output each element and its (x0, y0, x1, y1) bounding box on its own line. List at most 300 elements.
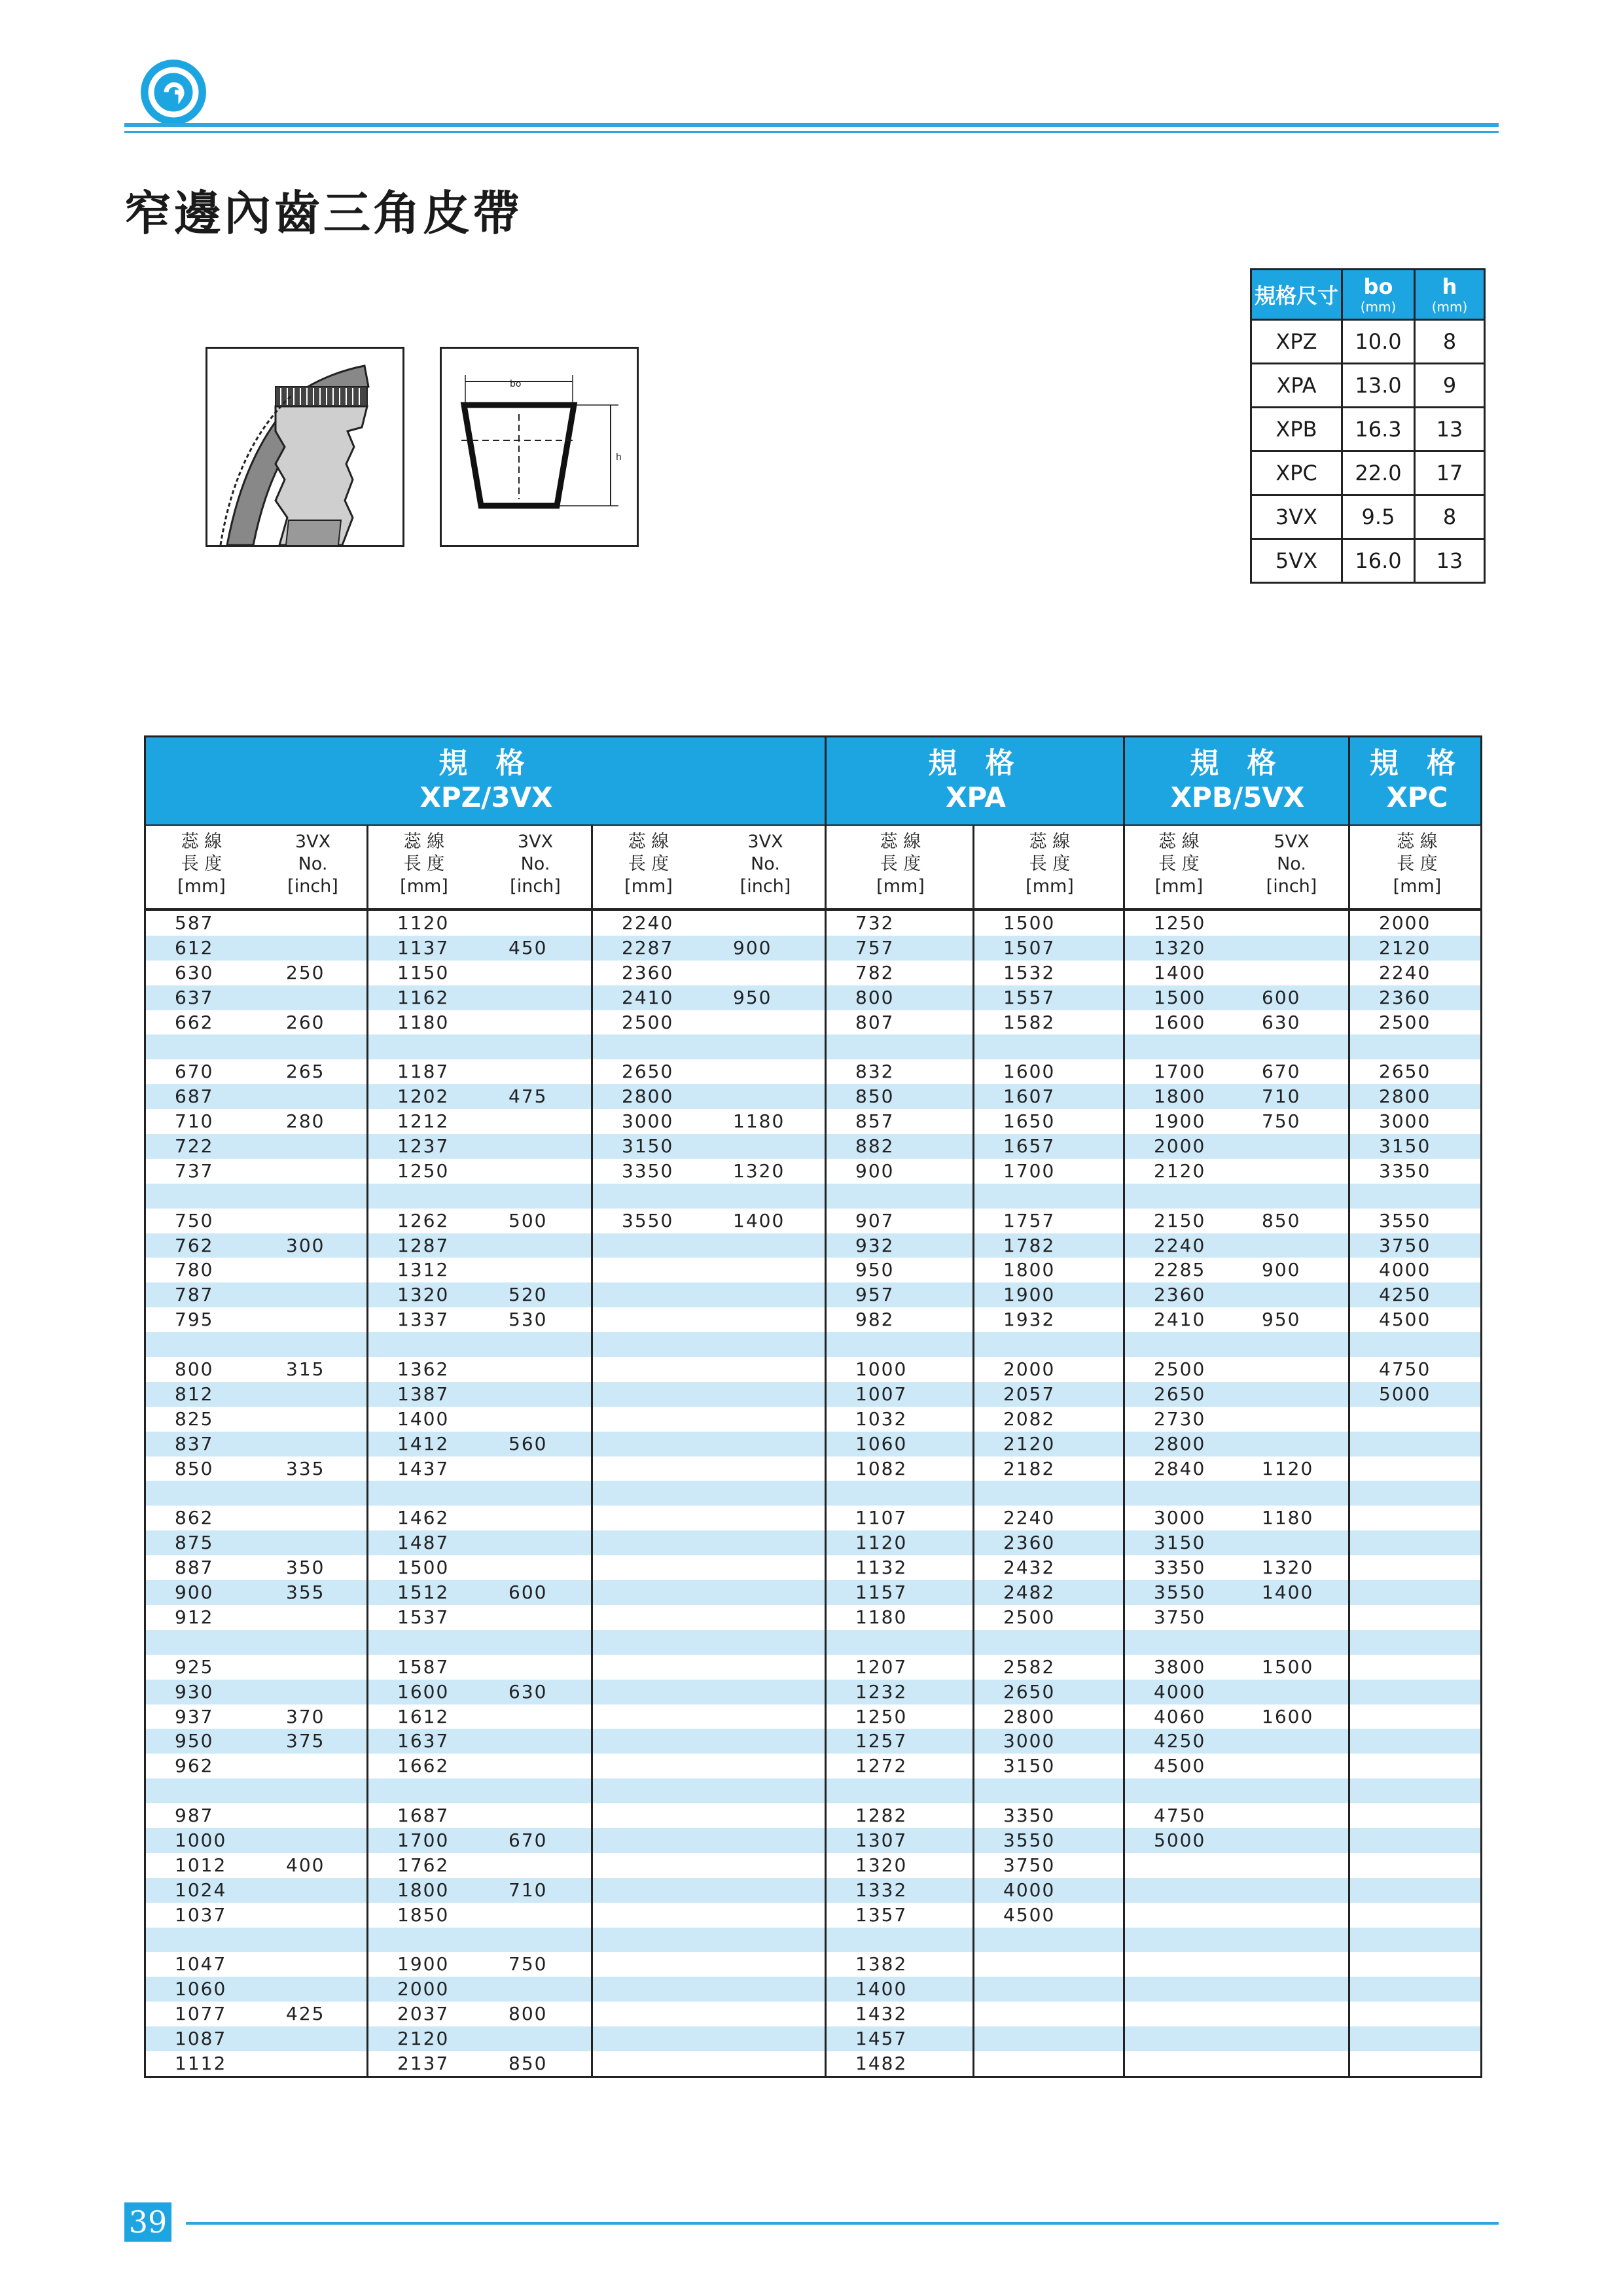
table-cell: 1107 (855, 1507, 908, 1529)
group-label: 規 格 (438, 747, 534, 780)
column-header (1233, 831, 1350, 898)
table-cell: 335 (286, 1457, 325, 1479)
table-cell: 1287 (397, 1234, 450, 1256)
table-cell: 3350 (1003, 1805, 1056, 1827)
group-name: XPZ/3VX (419, 781, 553, 813)
column-header-line: [inch] (1266, 876, 1317, 896)
column-divider (1348, 911, 1350, 2076)
table-cell: 3350 (622, 1159, 674, 1182)
spec-name: XPB (1251, 408, 1342, 451)
table-cell: 710 (175, 1110, 214, 1133)
table-row (146, 1481, 1480, 1506)
table-cell: 1012 (175, 1854, 227, 1876)
table-cell: 1120 (1262, 1457, 1314, 1479)
table-row (146, 936, 1480, 961)
table-cell: 1400 (397, 1407, 450, 1430)
table-cell: 3000 (622, 1110, 674, 1133)
table-row (146, 1209, 1480, 1233)
table-cell: 4750 (1379, 1358, 1431, 1381)
table-cell: 750 (1262, 1110, 1301, 1133)
table-cell: 670 (1262, 1061, 1301, 1083)
table-cell: 1600 (1262, 1705, 1314, 1727)
table-cell: 2182 (1003, 1457, 1056, 1479)
bo-dimension-label: bo (510, 379, 522, 389)
table-cell: 630 (1262, 1011, 1301, 1033)
table-cell: 2800 (1003, 1705, 1056, 1727)
table-cell: 450 (508, 936, 548, 959)
table-cell: 612 (175, 936, 214, 959)
table-cell: 1250 (1154, 912, 1206, 934)
table-row (146, 1853, 1480, 1878)
table-cell: 1500 (397, 1557, 450, 1579)
header-rule-thin (124, 131, 1499, 133)
table-cell: 1180 (397, 1011, 450, 1033)
table-row (146, 1778, 1480, 1803)
table-cell: 1400 (855, 1978, 908, 2000)
spec-name: XPZ (1251, 320, 1342, 364)
column-header-line: [mm] (400, 876, 448, 896)
column-divider (972, 826, 974, 908)
table-cell: 2285 (1154, 1259, 1206, 1281)
table-cell: 1307 (855, 1829, 908, 1851)
table-cell: 4000 (1379, 1259, 1431, 1281)
table-cell: 1282 (855, 1805, 908, 1827)
spec-row (1251, 495, 1485, 539)
table-cell: 400 (286, 1854, 325, 1876)
table-cell: 2082 (1003, 1407, 1056, 1430)
table-row (146, 1555, 1480, 1580)
table-cell: 750 (175, 1209, 214, 1231)
table-cell: 350 (286, 1557, 325, 1579)
table-cell: 1262 (397, 1209, 450, 1231)
table-cell: 1762 (397, 1854, 450, 1876)
page-title: 窄邊內齒三角皮帶 (124, 186, 523, 241)
table-row (146, 1928, 1480, 1952)
spec-name: XPA (1251, 364, 1342, 408)
table-cell: 2650 (1379, 1061, 1431, 1083)
table-cell: 875 (175, 1532, 214, 1554)
table-cell: 2650 (1003, 1680, 1056, 1703)
column-divider (1123, 826, 1125, 908)
table-cell: 832 (855, 1061, 895, 1083)
table-group-header (144, 735, 1482, 824)
table-cell: 3750 (1379, 1234, 1431, 1256)
table-cell: 782 (855, 961, 895, 983)
table-row (146, 1357, 1480, 1382)
column-header-line: 蕊 線 (628, 832, 669, 852)
table-cell: 600 (508, 1581, 548, 1604)
table-cell: 3350 (1154, 1557, 1206, 1579)
column-header-line: 蕊 線 (181, 832, 223, 852)
table-cell: 1212 (397, 1110, 450, 1133)
table-cell: 1087 (175, 2028, 227, 2050)
table-cell: 670 (508, 1829, 548, 1851)
column-header-line: 長 度 (1158, 854, 1200, 874)
column-header-line: 長 度 (403, 854, 445, 874)
table-cell: 925 (175, 1655, 214, 1678)
spec-h: 17 (1415, 451, 1485, 495)
table-cell: 2800 (1154, 1432, 1206, 1455)
column-header-line: 長 度 (628, 854, 669, 874)
table-cell: 587 (175, 912, 214, 934)
table-cell: 1900 (1003, 1284, 1056, 1306)
table-cell: 1132 (855, 1557, 908, 1579)
table-row (146, 1952, 1480, 1977)
column-header (593, 831, 704, 898)
table-cell: 1400 (1262, 1581, 1314, 1604)
g-logo-icon (139, 58, 208, 127)
spec-header-bo-unit: (mm) (1360, 299, 1397, 315)
table-cell: 1082 (855, 1457, 908, 1479)
table-cell: 862 (175, 1507, 214, 1529)
table-cell: 250 (286, 961, 325, 983)
table-cell: 1272 (855, 1755, 908, 1777)
table-cell: 1150 (397, 961, 450, 983)
table-cell: 600 (1262, 986, 1301, 1008)
table-cell: 937 (175, 1705, 214, 1727)
table-cell: 710 (508, 1879, 548, 1901)
group-header (827, 737, 1125, 824)
table-cell: 1600 (1154, 1011, 1206, 1033)
footer-rule (186, 2222, 1499, 2225)
table-cell: 1332 (855, 1879, 908, 1901)
table-cell: 1357 (855, 1903, 908, 1926)
table-cell: 1600 (397, 1680, 450, 1703)
column-header (257, 831, 368, 898)
table-cell: 355 (286, 1581, 325, 1604)
table-cell: 737 (175, 1159, 214, 1182)
table-cell: 2120 (1154, 1159, 1206, 1182)
column-header-line: 長 度 (1029, 854, 1071, 874)
table-cell: 2120 (1003, 1432, 1056, 1455)
table-cell: 2800 (1379, 1086, 1431, 1108)
table-cell: 2037 (397, 2003, 450, 2025)
table-row (146, 1828, 1480, 1853)
column-header-line: 長 度 (181, 854, 223, 874)
table-cell: 2120 (1379, 936, 1431, 959)
table-cell: 757 (855, 936, 895, 959)
table-cell: 1437 (397, 1457, 450, 1479)
column-header (827, 831, 974, 898)
table-cell: 4500 (1003, 1903, 1056, 1926)
spec-header-h-label: h (1442, 274, 1457, 299)
column-divider (825, 826, 827, 908)
table-cell: 2432 (1003, 1557, 1056, 1579)
table-cell: 425 (286, 2003, 325, 2025)
belt-illustration (205, 347, 404, 547)
table-cell: 370 (286, 1705, 325, 1727)
table-cell: 5000 (1154, 1829, 1206, 1851)
table-cell: 2582 (1003, 1655, 1056, 1678)
table-cell: 800 (508, 2003, 548, 2025)
table-cell: 1060 (855, 1432, 908, 1455)
table-cell: 315 (286, 1358, 325, 1381)
table-cell: 1060 (175, 1978, 227, 2000)
table-row (146, 1704, 1480, 1729)
cross-section-icon (442, 349, 637, 545)
table-cell: 2360 (1379, 986, 1431, 1008)
table-cell: 475 (508, 1086, 548, 1108)
table-cell: 1180 (1262, 1507, 1314, 1529)
table-cell: 2360 (622, 961, 674, 983)
spec-h: 8 (1415, 320, 1485, 364)
table-cell: 1612 (397, 1705, 450, 1727)
table-cell: 2650 (1154, 1383, 1206, 1405)
table-cell: 1362 (397, 1358, 450, 1381)
table-cell: 2650 (622, 1061, 674, 1083)
table-cell: 2410 (622, 986, 674, 1008)
group-name: XPB/5VX (1170, 781, 1305, 813)
table-cell: 1462 (397, 1507, 450, 1529)
table-cell: 2000 (397, 1978, 450, 2000)
table-row (146, 1754, 1480, 1778)
table-cell: 3150 (1379, 1135, 1431, 1157)
group-header (146, 737, 827, 824)
table-cell: 1500 (1003, 912, 1056, 934)
table-row (146, 1630, 1480, 1655)
table-cell: 1250 (855, 1705, 908, 1727)
spec-bo: 16.3 (1342, 408, 1415, 451)
column-header-line: 3VX (517, 832, 554, 852)
table-cell: 1487 (397, 1532, 450, 1554)
table-cell: 2057 (1003, 1383, 1056, 1405)
column-header-line: [mm] (177, 876, 226, 896)
table-cell: 1032 (855, 1407, 908, 1430)
group-name: XPC (1386, 781, 1448, 813)
table-cell: 2120 (397, 2028, 450, 2050)
column-header-line: 蕊 線 (1158, 832, 1200, 852)
table-row (146, 985, 1480, 1010)
table-row (146, 1655, 1480, 1680)
column-header-line: [mm] (1154, 876, 1204, 896)
table-cell: 900 (733, 936, 772, 959)
table-cell: 787 (175, 1284, 214, 1306)
table-cell: 1650 (1003, 1110, 1056, 1133)
column-divider (1123, 911, 1125, 2076)
table-cell: 1232 (855, 1680, 908, 1703)
table-cell: 962 (175, 1755, 214, 1777)
table-row (146, 1134, 1480, 1159)
table-cell: 3750 (1154, 1606, 1206, 1628)
table-cell: 3150 (1154, 1532, 1206, 1554)
table-cell: 1412 (397, 1432, 450, 1455)
header-rule (124, 123, 1499, 127)
table-row (146, 1332, 1480, 1357)
table-cell: 1257 (855, 1730, 908, 1752)
column-header-line: 蕊 線 (1397, 832, 1438, 852)
table-row (146, 1605, 1480, 1630)
table-cell: 2150 (1154, 1209, 1206, 1231)
table-cell: 950 (1262, 1309, 1301, 1331)
table-cell: 2840 (1154, 1457, 1206, 1479)
table-cell: 1187 (397, 1061, 450, 1083)
table-cell: 1157 (855, 1581, 908, 1604)
table-cell: 3000 (1154, 1507, 1206, 1529)
table-cell: 1162 (397, 986, 450, 1008)
table-cell: 1180 (733, 1110, 785, 1133)
table-cell: 1120 (855, 1532, 908, 1554)
table-cell: 560 (508, 1432, 548, 1455)
table-cell: 2800 (622, 1086, 674, 1108)
group-header (1125, 737, 1350, 824)
belt-drawing-icon (207, 349, 402, 545)
table-cell: 1400 (733, 1209, 785, 1231)
table-cell: 850 (508, 2052, 548, 2074)
table-cell: 630 (508, 1680, 548, 1703)
table-row (146, 1878, 1480, 1903)
table-cell: 520 (508, 1284, 548, 1306)
table-cell: 1532 (1003, 961, 1056, 983)
table-cell: 2360 (1003, 1532, 1056, 1554)
table-cell: 850 (1262, 1209, 1301, 1231)
table-cell: 637 (175, 986, 214, 1008)
table-cell: 670 (175, 1061, 214, 1083)
table-cell: 2730 (1154, 1407, 1206, 1430)
table-cell: 987 (175, 1805, 214, 1827)
column-header-line: 長 度 (880, 854, 921, 874)
table-cell: 982 (855, 1309, 895, 1331)
table-cell: 3750 (1003, 1854, 1056, 1876)
table-cell: 1320 (1154, 936, 1206, 959)
table-row (146, 1530, 1480, 1555)
table-cell: 1850 (397, 1903, 450, 1926)
spec-header-bo-label: bo (1363, 274, 1393, 299)
table-cell: 3550 (1154, 1581, 1206, 1604)
table-cell: 630 (175, 961, 214, 983)
column-header-line: [mm] (1026, 876, 1074, 896)
table-row (146, 1233, 1480, 1258)
spec-bo: 9.5 (1342, 495, 1415, 539)
table-cell: 837 (175, 1432, 214, 1455)
table-cell: 907 (855, 1209, 895, 1231)
column-header (1350, 831, 1484, 898)
table-row (146, 1506, 1480, 1530)
table-row (146, 2026, 1480, 2051)
group-name: XPA (946, 781, 1006, 813)
table-cell: 900 (175, 1581, 214, 1604)
page-number: 39 (124, 2202, 171, 2242)
table-cell: 1007 (855, 1383, 908, 1405)
table-cell: 762 (175, 1234, 214, 1256)
table-cell: 1800 (1003, 1259, 1056, 1281)
table-cell: 4000 (1154, 1680, 1206, 1703)
table-cell: 1432 (855, 2003, 908, 2025)
table-cell: 1700 (397, 1829, 450, 1851)
spec-bo: 22.0 (1342, 451, 1415, 495)
spec-row (1251, 539, 1485, 583)
column-header (704, 831, 827, 898)
table-cell: 1337 (397, 1309, 450, 1331)
table-row (146, 1059, 1480, 1084)
table-cell: 530 (508, 1309, 548, 1331)
table-cell: 912 (175, 1606, 214, 1628)
table-cell: 687 (175, 1086, 214, 1108)
group-label: 規 格 (1190, 747, 1285, 780)
table-cell: 3550 (1003, 1829, 1056, 1851)
spec-header-name: 規格尺寸 (1251, 270, 1342, 320)
table-cell: 500 (508, 1209, 548, 1231)
table-cell: 1207 (855, 1655, 908, 1678)
column-header-line: [mm] (624, 876, 673, 896)
column-divider (1348, 826, 1350, 908)
table-cell: 1687 (397, 1805, 450, 1827)
table-cell: 800 (175, 1358, 214, 1381)
table-cell: 1782 (1003, 1234, 1056, 1256)
table-cell: 1537 (397, 1606, 450, 1628)
table-cell: 850 (855, 1086, 895, 1108)
table-cell: 1320 (1262, 1557, 1314, 1579)
table-cell: 950 (855, 1259, 895, 1281)
spec-h: 13 (1415, 408, 1485, 451)
column-header-line: [inch] (740, 876, 791, 896)
column-header-line: [inch] (287, 876, 338, 896)
group-header (1350, 737, 1484, 824)
table-row (146, 1184, 1480, 1209)
table-row (146, 1084, 1480, 1109)
table-cell: 1582 (1003, 1011, 1056, 1033)
table-row (146, 911, 1480, 936)
table-cell: 1512 (397, 1581, 450, 1604)
table-cell: 887 (175, 1557, 214, 1579)
table-cell: 1024 (175, 1879, 227, 1901)
spec-row (1251, 320, 1485, 364)
table-cell: 900 (1262, 1259, 1301, 1281)
table-cell: 1657 (1003, 1135, 1056, 1157)
spec-bo: 13.0 (1342, 364, 1415, 408)
table-cell: 857 (855, 1110, 895, 1133)
table-cell: 4060 (1154, 1705, 1206, 1727)
table-cell: 1387 (397, 1383, 450, 1405)
table-cell: 1312 (397, 1259, 450, 1281)
column-header (146, 831, 257, 898)
table-cell: 932 (855, 1234, 895, 1256)
table-cell: 3000 (1379, 1110, 1431, 1133)
table-cell: 1700 (1003, 1159, 1056, 1182)
table-cell: 2410 (1154, 1309, 1206, 1331)
table-cell: 3800 (1154, 1655, 1206, 1678)
spec-h: 13 (1415, 539, 1485, 583)
column-divider (366, 911, 368, 2076)
table-cell: 4500 (1154, 1755, 1206, 1777)
table-cell: 4500 (1379, 1309, 1431, 1331)
table-cell: 662 (175, 1011, 214, 1033)
table-cell: 1320 (397, 1284, 450, 1306)
column-header-line: 3VX (747, 832, 783, 852)
table-cell: 4250 (1379, 1284, 1431, 1306)
table-cell: 1137 (397, 936, 450, 959)
table-cell: 1047 (175, 1953, 227, 1975)
spec-h: 8 (1415, 495, 1485, 539)
table-cell: 1320 (855, 1854, 908, 1876)
group-label: 規 格 (928, 747, 1024, 780)
table-cell: 2500 (1154, 1358, 1206, 1381)
table-cell: 930 (175, 1680, 214, 1703)
column-header-line: 長 度 (1397, 854, 1438, 874)
table-cell: 750 (508, 1953, 548, 1975)
table-row (146, 1903, 1480, 1928)
table-cell: 732 (855, 912, 895, 934)
table-cell: 1662 (397, 1755, 450, 1777)
table-row (146, 1109, 1480, 1134)
table-cell: 1800 (397, 1879, 450, 1901)
table-row (146, 1307, 1480, 1332)
column-header (974, 831, 1125, 898)
table-row (146, 1432, 1480, 1457)
table-cell: 1000 (175, 1829, 227, 1851)
table-cell: 1900 (1154, 1110, 1206, 1133)
spec-name: 3VX (1251, 495, 1342, 539)
column-header-line: 5VX (1274, 832, 1310, 852)
